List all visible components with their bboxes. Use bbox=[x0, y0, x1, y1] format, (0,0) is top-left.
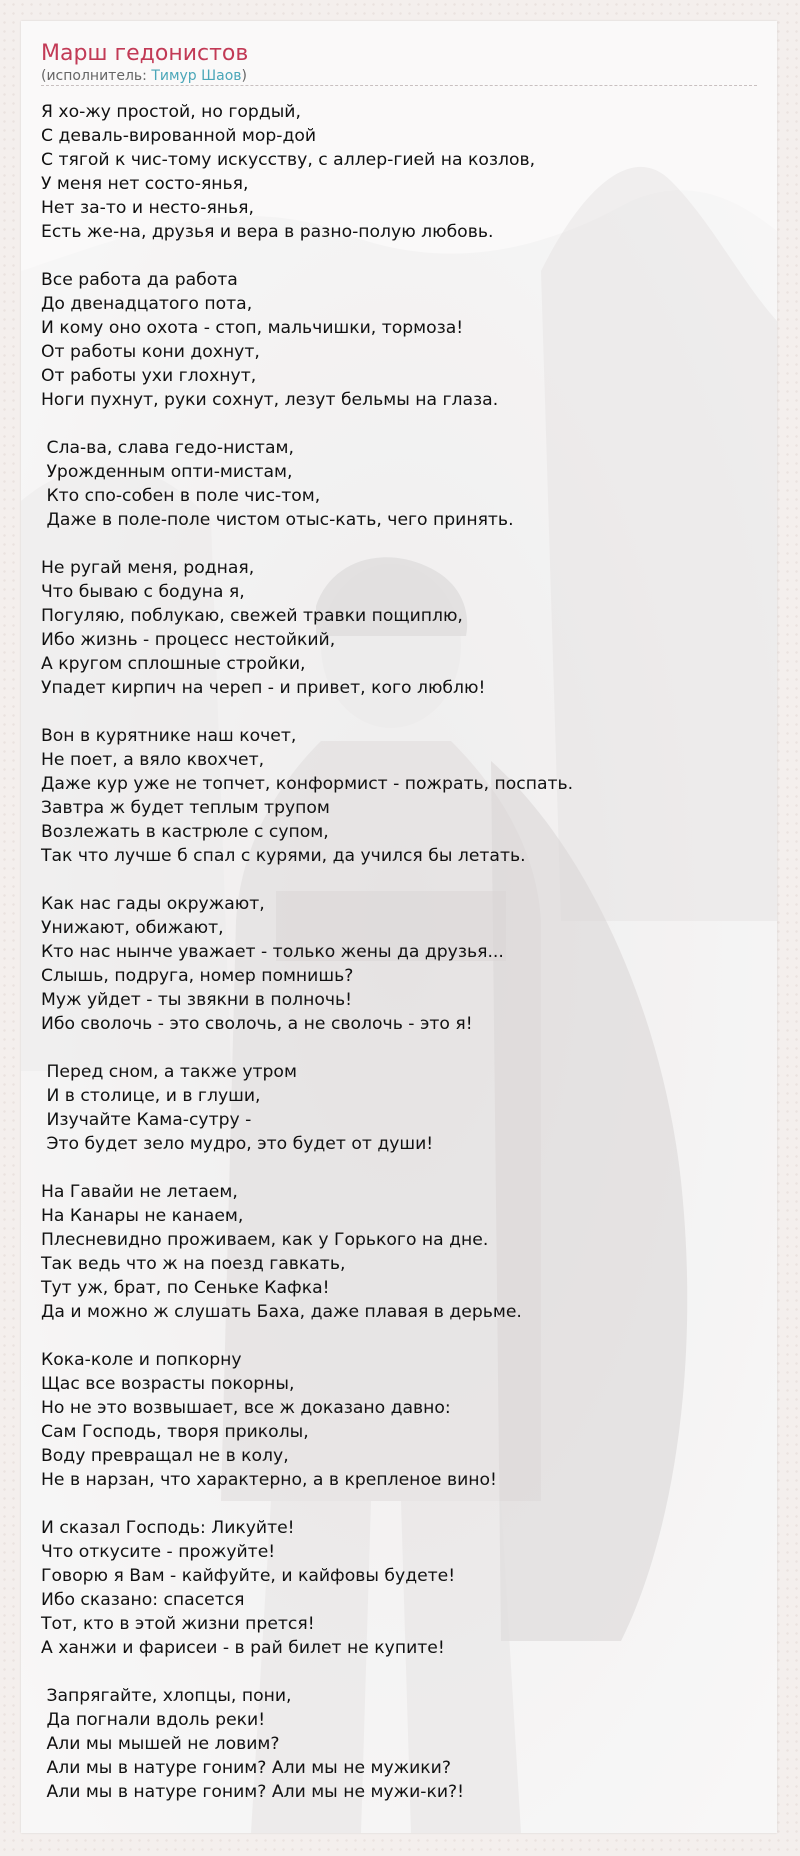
lyric-line: Урожденным опти-мистам, bbox=[41, 462, 293, 482]
lyrics-stanza bbox=[41, 1180, 757, 1324]
lyric-line: Не поет, а вяло квохчет, bbox=[41, 750, 265, 770]
lyrics-stanza bbox=[41, 1516, 757, 1660]
lyric-line: И сказал Господь: Ликуйте! bbox=[41, 1518, 295, 1538]
lyric-line: Даже кур уже не топчет, конформист - пожрать, поспать. bbox=[41, 774, 574, 794]
lyric-line: Даже в поле-поле чистом отыс-кать, чего принять. bbox=[41, 510, 514, 530]
lyric-line: У меня нет состо-янья, bbox=[41, 174, 249, 194]
song-title: Марш гедонистов bbox=[41, 41, 249, 66]
lyrics-stanza bbox=[41, 268, 757, 412]
lyric-line: Но не это возвышает, все ж доказано давно: bbox=[41, 1398, 451, 1418]
lyric-line: Нет за-то и несто-янья, bbox=[41, 198, 254, 218]
lyrics-stanza bbox=[41, 1684, 757, 1804]
lyric-line: Возлежать в кастрюле с супом, bbox=[41, 822, 329, 842]
lyric-line: Погуляю, поблукаю, свежей травки пощиплю, bbox=[41, 606, 463, 626]
lyric-line: От работы ухи глохнут, bbox=[41, 366, 257, 386]
performer-suffix: ) bbox=[241, 68, 247, 84]
lyric-line: Завтра ж будет теплым трупом bbox=[41, 798, 330, 818]
lyric-line: До двенадцатого пота, bbox=[41, 294, 253, 314]
lyrics-stanza bbox=[41, 100, 757, 244]
performer-link[interactable]: Тимур Шаов bbox=[151, 68, 242, 84]
lyric-line: Да погнали вдоль реки! bbox=[41, 1710, 266, 1730]
lyric-line: Кто нас нынче уважает - только жены да друзья... bbox=[41, 942, 504, 962]
lyrics-content bbox=[21, 21, 777, 1804]
lyric-line: С деваль-вированной мор-дой bbox=[41, 126, 317, 146]
lyric-line: Все работа да работа bbox=[41, 270, 238, 290]
lyric-line: Запрягайте, хлопцы, пони, bbox=[41, 1686, 292, 1706]
lyric-line: Слышь, подруга, номер помнишь? bbox=[41, 966, 354, 986]
lyric-line: Что откусите - прожуйте! bbox=[41, 1542, 276, 1562]
lyric-line: Я хо-жу простой, но гордый, bbox=[41, 102, 301, 122]
lyric-line: На Канары не канаем, bbox=[41, 1206, 244, 1226]
lyric-line: Не в нарзан, что характерно, а в крепленое вино! bbox=[41, 1470, 497, 1490]
lyric-line: Перед сном, а также утром bbox=[41, 1062, 297, 1082]
lyric-line: Ибо сказано: спасется bbox=[41, 1590, 245, 1610]
performer-prefix: (исполнитель: bbox=[41, 68, 152, 84]
lyric-line: Как нас гады окружают, bbox=[41, 894, 265, 914]
lyric-line: Это будет зело мудро, это будет от души! bbox=[41, 1134, 434, 1154]
lyrics-stanza bbox=[41, 556, 757, 700]
lyric-line: Не ругай меня, родная, bbox=[41, 558, 255, 578]
lyric-line: Кока-коле и попкорну bbox=[41, 1350, 242, 1370]
lyrics-body bbox=[41, 100, 757, 1804]
lyric-line: Тот, кто в этой жизни прется! bbox=[41, 1614, 315, 1634]
lyric-line: На Гавайи не летаем, bbox=[41, 1182, 238, 1202]
performer-line bbox=[41, 67, 757, 86]
lyrics-stanza bbox=[41, 1060, 757, 1156]
lyric-line: Тут уж, брат, по Сеньке Кафка! bbox=[41, 1278, 330, 1298]
lyric-line: Да и можно ж слушать Баха, даже плавая в дерьме. bbox=[41, 1302, 522, 1322]
lyric-line: От работы кони дохнут, bbox=[41, 342, 260, 362]
lyric-line: Вон в курятнике наш кочет, bbox=[41, 726, 297, 746]
lyric-line: Ибо сволочь - это сволочь, а не сволочь - это я! bbox=[41, 1014, 473, 1034]
lyrics-stanza bbox=[41, 1348, 757, 1492]
lyric-line: Что бываю с бодуна я, bbox=[41, 582, 245, 602]
lyric-line: Есть же-на, друзья и вера в разно-полую любовь. bbox=[41, 222, 494, 242]
lyric-line: Сла-ва, слава гедо-нистам, bbox=[41, 438, 294, 458]
lyric-line: Говорю я Вам - кайфуйте, и кайфовы будете! bbox=[41, 1566, 456, 1586]
lyric-line: Так что лучше б спал с курями, да учился бы летать. bbox=[41, 846, 526, 866]
lyrics-stanza bbox=[41, 892, 757, 1036]
lyric-line: Унижают, обижают, bbox=[41, 918, 224, 938]
lyric-line: А ханжи и фарисеи - в рай билет не купите! bbox=[41, 1638, 445, 1658]
lyric-line: Ибо жизнь - процесс нестойкий, bbox=[41, 630, 336, 650]
lyric-line: Ноги пухнут, руки сохнут, лезут бельмы на глаза. bbox=[41, 390, 499, 410]
lyric-line: Изучайте Кама-сутру - bbox=[41, 1110, 252, 1130]
lyric-line: И в столице, и в глуши, bbox=[41, 1086, 261, 1106]
lyric-line: Щас все возрасты покорны, bbox=[41, 1374, 295, 1394]
lyrics-card bbox=[21, 21, 777, 1833]
lyric-line: Али мы в натуре гоним? Али мы не мужики? bbox=[41, 1758, 451, 1778]
lyric-line: Так ведь что ж на поезд гавкать, bbox=[41, 1254, 346, 1274]
lyric-line: Упадет кирпич на череп - и привет, кого люблю! bbox=[41, 678, 486, 698]
lyric-line: Кто спо-собен в поле чис-том, bbox=[41, 486, 321, 506]
lyric-line: Воду превращал не в колу, bbox=[41, 1446, 289, 1466]
lyric-line: Али мы в натуре гоним? Али мы не мужи-ки?! bbox=[41, 1782, 465, 1802]
lyrics-stanza bbox=[41, 724, 757, 868]
lyric-line: Али мы мышей не ловим? bbox=[41, 1734, 280, 1754]
lyric-line: Плесневидно проживаем, как у Горького на дне. bbox=[41, 1230, 489, 1250]
lyric-line: И кому оно охота - стоп, мальчишки, тормоза! bbox=[41, 318, 464, 338]
lyric-line: Сам Господь, творя приколы, bbox=[41, 1422, 309, 1442]
lyric-line: А кругом сплошные стройки, bbox=[41, 654, 306, 674]
lyric-line: Муж уйдет - ты звякни в полночь! bbox=[41, 990, 353, 1010]
lyrics-stanza bbox=[41, 436, 757, 532]
lyric-line: С тягой к чис-тому искусству, с аллер-гией на козлов, bbox=[41, 150, 536, 170]
